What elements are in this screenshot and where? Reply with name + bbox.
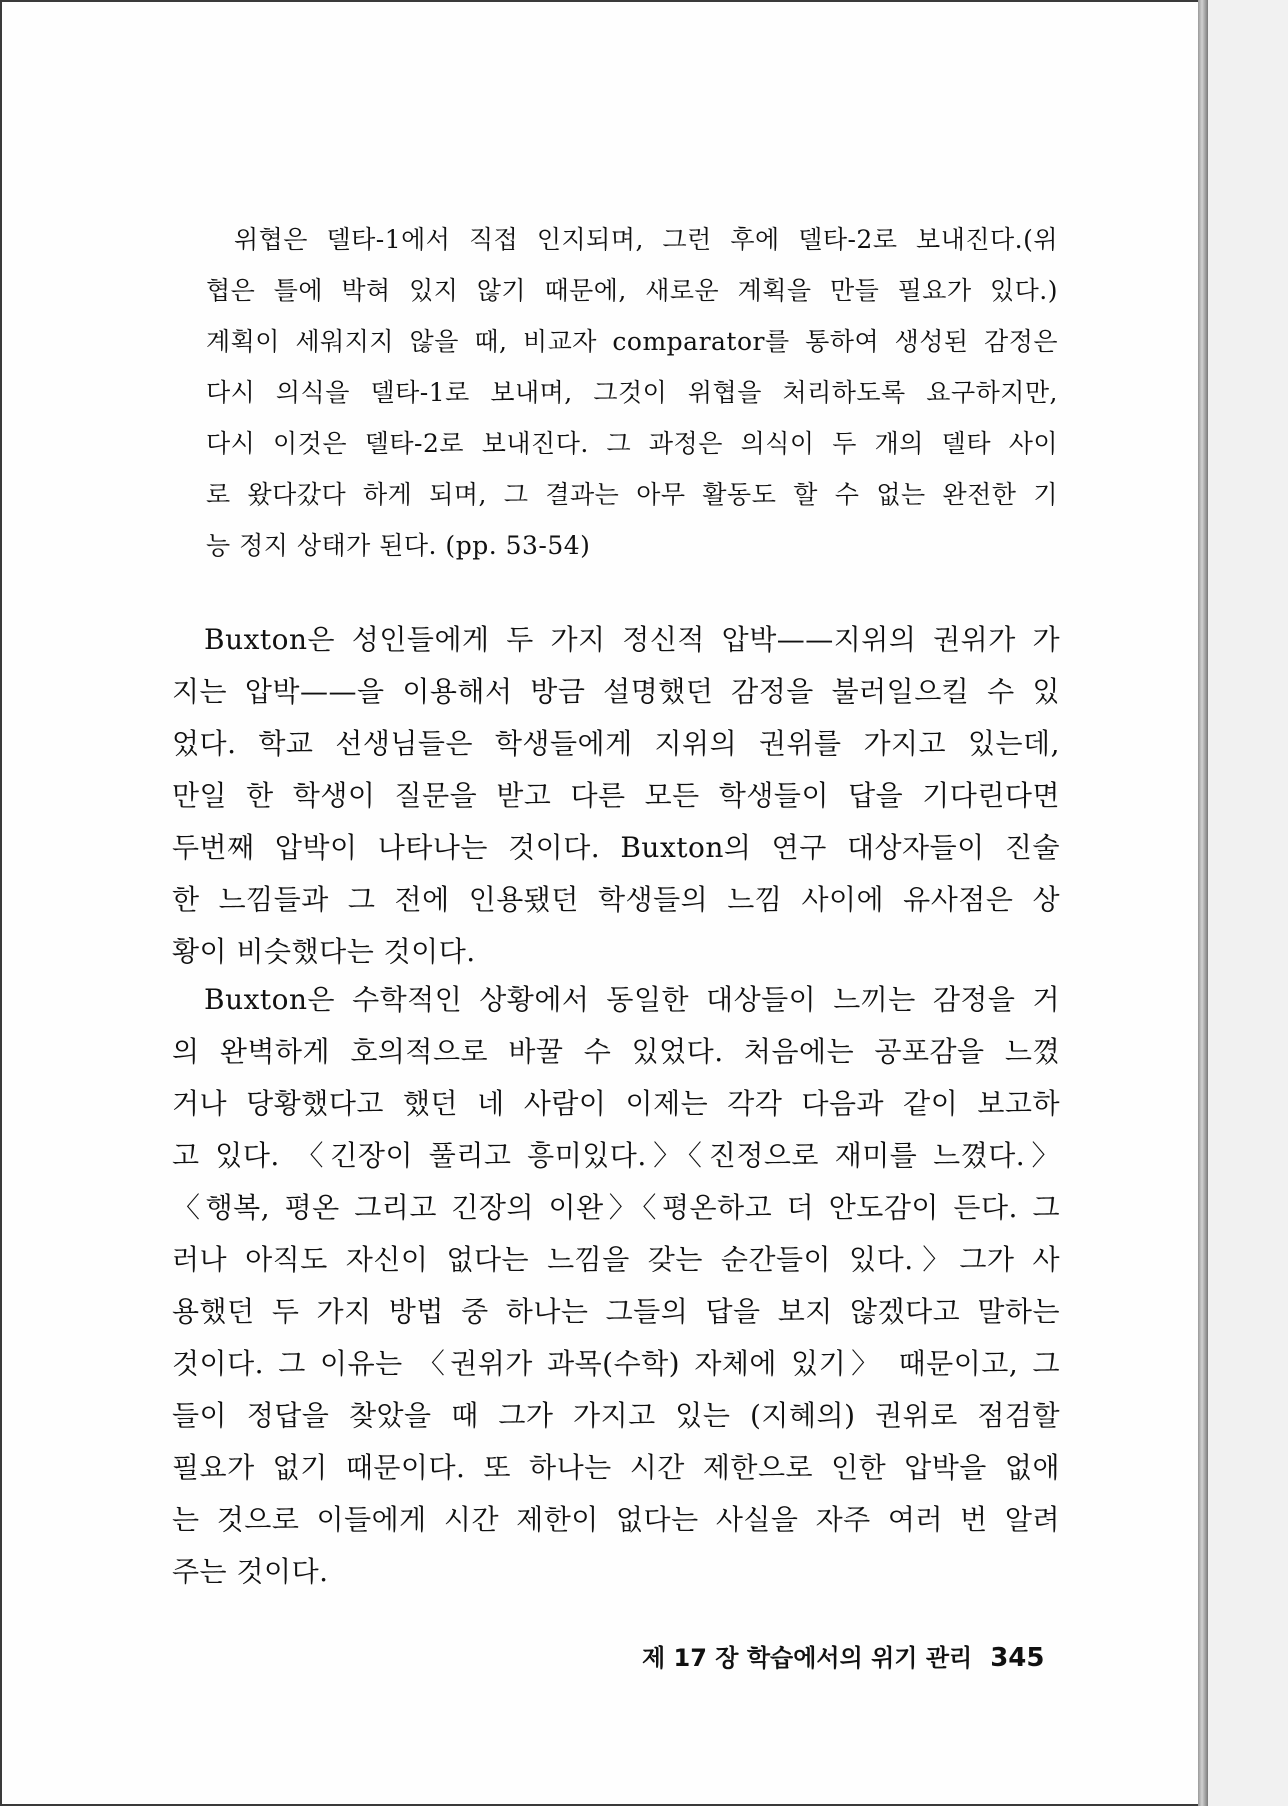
page-edge [1198,0,1208,1806]
chapter-title: 제 17 장 학습에서의 위기 관리 [642,1644,973,1672]
paragraph-line: 만일 한 학생이 질문을 받고 다른 모든 학생들이 답을 기다린다면 [172,779,1060,812]
paragraph-line: 두번째 압박이 나타나는 것이다. Buxton의 연구 대상자들이 진술 [172,831,1060,864]
paragraph-line: 한 느낌들과 그 전에 인용됐던 학생들의 느낌 사이에 유사점은 상 [172,883,1060,916]
paragraph-line: 러나 아직도 자신이 없다는 느낌을 갖는 순간들이 있다.〉그가 사 [172,1243,1060,1276]
paragraph-line: 〈행복, 평온 그리고 긴장의 이완〉〈평온하고 더 안도감이 든다. 그 [172,1191,1060,1224]
running-footer [642,1638,1045,1673]
paragraph-line: Buxton은 수학적인 상황에서 동일한 대상들이 느끼는 감정을 거 [204,983,1060,1016]
paragraph-line: 것이다. 그 이유는 〈권위가 과목(수학) 자체에 있기〉 때문이고, 그 [172,1347,1060,1380]
quote-line: 계획이 세워지지 않을 때, 비교자 comparator를 통하여 생성된 감정은 [206,327,1058,356]
quote-line: 협은 틀에 박혀 있지 않기 때문에, 새로운 계획을 만들 필요가 있다.) [206,276,1058,305]
paragraph-line: 황이 비슷했다는 것이다. [172,935,476,968]
quote-line: 능 정지 상태가 된다. (pp. 53-54) [206,531,591,560]
paragraph-line: 는 것으로 이들에게 시간 제한이 없다는 사실을 자주 여러 번 알려 [172,1503,1060,1536]
paragraph-line: 의 완벽하게 호의적으로 바꿀 수 있었다. 처음에는 공포감을 느꼈 [172,1035,1060,1068]
quote-line: 다시 이것은 델타-2로 보내진다. 그 과정은 의식이 두 개의 델타 사이 [206,429,1058,458]
paragraph-line: Buxton은 성인들에게 두 가지 정신적 압박——지위의 권위가 가 [204,623,1060,656]
paragraph-line: 지는 압박——을 이용해서 방금 설명했던 감정을 불러일으킬 수 있 [172,675,1060,708]
paragraph-line: 용했던 두 가지 방법 중 하나는 그들의 답을 보지 않겠다고 말하는 [172,1295,1060,1328]
quote-line: 위협은 델타-1에서 직접 인지되며, 그런 후에 델타-2로 보내진다.(위 [234,225,1058,254]
paragraph-line: 필요가 없기 때문이다. 또 하나는 시간 제한으로 인한 압박을 없애 [172,1451,1060,1484]
quote-line: 다시 의식을 델타-1로 보내며, 그것이 위협을 처리하도록 요구하지만, [206,378,1058,407]
paragraph-line: 었다. 학교 선생님들은 학생들에게 지위의 권위를 가지고 있는데, [172,727,1060,760]
quote-line: 로 왔다갔다 하게 되며, 그 결과는 아무 활동도 할 수 없는 완전한 기 [206,480,1058,509]
page-number: 345 [990,1643,1045,1673]
paragraph-line: 들이 정답을 찾았을 때 그가 가지고 있는 (지혜의) 권위로 점검할 [172,1399,1060,1432]
paragraph-line: 거나 당황했다고 했던 네 사람이 이제는 각각 다음과 같이 보고하 [172,1087,1060,1120]
paragraph-line: 주는 것이다. [172,1555,329,1588]
paragraph-line: 고 있다. 〈긴장이 풀리고 흥미있다.〉〈진정으로 재미를 느꼈다.〉 [172,1139,1060,1172]
